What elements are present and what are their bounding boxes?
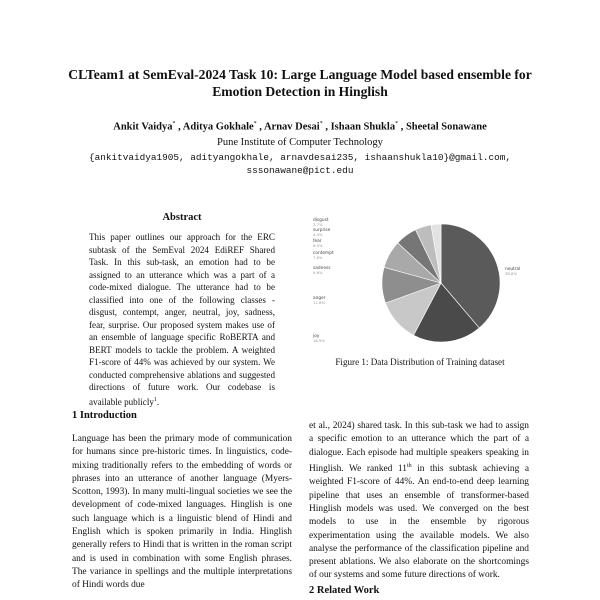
pie-label-surprise: surprise	[313, 228, 331, 233]
author-mark: *	[319, 121, 323, 127]
pie-percent-anger: 11.8%	[313, 300, 326, 305]
email-line[interactable]: {ankitvaidya1905, adityangokhale, arnavdesai235, ishaanshukla10}@gmail.com,	[89, 152, 511, 163]
pie-label-neutral: neutral	[505, 267, 521, 272]
paragraph-part: et al., 2024) shared task. In this sub-task we had to assign a specific emotion to an utterance which the part of a dialogue. Each episode had multiple speakers speaking in Hinglish. We ranked 11	[309, 421, 529, 475]
pie-label-disgust: disgust	[313, 218, 329, 223]
figure-pie-chart	[309, 213, 531, 353]
pie-percent-disgust: 2.7%	[313, 222, 323, 227]
figure-caption: Figure 1: Data Distribution of Training dataset	[335, 357, 505, 367]
abstract-body: This paper outlines our approach for the ERC subtask of the SemEval 2024 EdiREF Shared Task. In this sub-task, an emotion had to be assigned to an utterance which was a part of a code-mixed dialogue. The utterance had to be classified into one of the following classes - disgust, contempt, anger, neutral, joy, sadness, fear, surprise. Our proposed system makes use of an ensemble of language specific RoBERTA and BERT models to tackle the problem. A weighted F1-score of 44% was achieved by our system. We conducted comprehensive ablations and suggested directions of future work. Our codebase is available publicly$^1$.	[89, 232, 275, 407]
section-heading-introduction: 1 Introduction	[72, 410, 137, 421]
author-mark: *	[172, 121, 176, 127]
author-emails[interactable]	[40, 151, 560, 177]
pie-percent-surprise: 4.4%	[313, 232, 323, 237]
pie-label-anger: anger	[313, 296, 326, 301]
paragraph-part: in this subtask achieving a weighted F1-score of 44%. An end-to-end deep learning pipeline that uses an ensemble of transformer-based Hinglish models was used. We converged on the best models to use in the ensemble by rigorous experimentation using the available models. We also analyse the performance of the classification pipeline and present ablations. We also elaborate on the shortcomings of our systems and some future directions of work.	[309, 464, 529, 581]
author-name: Arnav Desai	[263, 121, 320, 133]
author-list: Ankit Vaidya* , Aditya Gokhale* , Arnav Desai* , Ishaan Shukla* , Sheetal Sonawane	[113, 121, 487, 133]
author-mark: *	[253, 121, 257, 127]
pie-label-fear: fear	[313, 239, 322, 244]
pie-percent-fear: 6.0%	[313, 243, 323, 248]
abstract-text: This paper outlines our approach for the ERC subtask of the SemEval 2024 EdiREF Shared Task. In this sub-task, an emotion had to be assigned to an utterance which was a part of a code-mixed dialogue. The utterance had to be classified into one of the following classes - disgust, contempt, anger, neutral, joy, sadness, fear, surprise. Our proposed system makes use of an ensemble of language specific RoBERTA and BERT models to tackle the problem. A weighted F1-score of 44% was achieved by our system. We conducted comprehensive ablations and suggested directions of future work. Our codebase is available publicly	[89, 232, 275, 407]
email-line[interactable]: sssonawane@pict.edu	[246, 165, 354, 176]
author-name: Aditya Gokhale	[182, 121, 254, 133]
pie-percent-joy: 18.9%	[313, 338, 326, 343]
pie-label-sadness: sadness	[313, 266, 331, 271]
paper-title: CLTeam1 at SemEval-2024 Task 10: Large Language Model based ensemble for Emotion Detection in Hinglish	[68, 67, 532, 99]
pie-percent-contempt: 7.6%	[313, 255, 323, 260]
rank-suffix: th	[406, 462, 412, 469]
pie-label-joy: joy	[313, 334, 320, 339]
author-name: Ankit Vaidya	[113, 121, 173, 133]
author-mark: *	[395, 121, 399, 127]
abstract-heading: Abstract	[162, 212, 202, 223]
introduction-text: Language has been the primary mode of communication for humans since pre-historic times. In linguistics, code-mixing traditionally refers to the embedding of words or phrases into an utterance of another language (Myers-Scotton, 1993). In many multi-lingual societies we see the development of code-mixed languages. Hinglish is one such language which is a linguistic blend of Hindi and English which is spoken primarily in India. Hinglish generally refers to Hindi that is written in the roman script and is used in combination with some English phrases. The variance in spellings and the multiple interpretations of Hindi words due	[72, 434, 292, 591]
affiliation: Pune Institute of Computer Technology	[217, 137, 383, 148]
footnote-mark[interactable]: 1	[153, 396, 157, 403]
pie-percent-neutral: 38.8%	[505, 271, 518, 276]
pie-chart	[309, 213, 531, 353]
author-name: Ishaan Shukla	[330, 121, 396, 133]
section-heading-related-work: 2 Related Work	[309, 585, 380, 596]
right-column-text	[309, 420, 529, 583]
pie-label-contempt: contempt	[313, 251, 334, 256]
pie-percent-sadness: 9.8%	[313, 270, 323, 275]
author-name: Sheetal Sonawane	[405, 121, 487, 133]
